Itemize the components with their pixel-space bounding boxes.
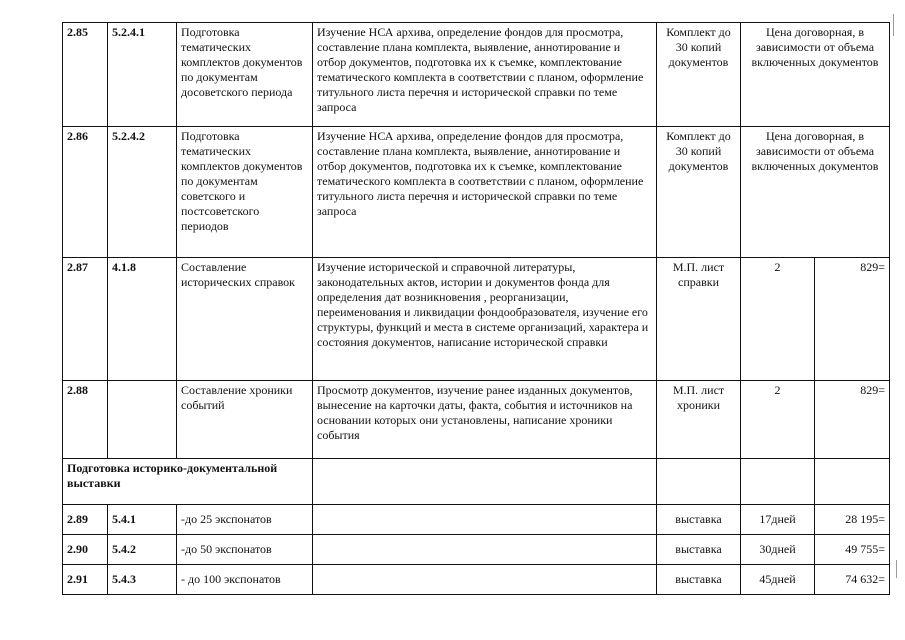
section-row [63, 459, 890, 505]
unit-of-measure: выставка [657, 565, 741, 595]
empty-cell [313, 535, 657, 565]
table-row [63, 23, 890, 127]
table-row [63, 127, 890, 258]
row-number: 2.88 [63, 381, 108, 459]
table-row [63, 381, 890, 459]
empty-cell [815, 459, 890, 505]
work-name: Составление исторических справок [177, 258, 313, 381]
work-name: Подготовка тематических комплектов документов по документам советского и постсоветского периодов [177, 127, 313, 258]
row-number: 2.89 [63, 505, 108, 535]
table-row [63, 258, 890, 381]
row-code: 5.2.4.1 [108, 23, 177, 127]
work-name: Подготовка тематических комплектов документов по документам досоветского периода [177, 23, 313, 127]
work-content: Изучение исторической и справочной литературы, законодательных актов, истории и документов фонда для определения дат возникновения , реорганизации, переименования и ликвидации фондообразователя, изучение его структуры, функций и места в системе организаций, характера и состояния документов, написание исторической справки [313, 258, 657, 381]
time-norm: 30дней [741, 535, 815, 565]
time-norm: 2 [741, 258, 815, 381]
scan-mark [893, 14, 894, 36]
empty-cell [313, 505, 657, 535]
row-code: 5.2.4.2 [108, 127, 177, 258]
empty-cell [741, 459, 815, 505]
price-note: Цена договорная, в зависимости от объема включенных документов [741, 23, 890, 127]
row-code: 5.4.1 [108, 505, 177, 535]
work-name: - до 100 экспонатов [177, 565, 313, 595]
empty-cell [313, 459, 657, 505]
work-content: Изучение НСА архива, определение фондов для просмотра, составление плана комплекта, выявление, аннотирование и отбор документов, подготовка их к съемке, комплектование тематического комплекта в соответствии с планом, оформление титульного листа перечня и исторической справки по теме запроса [313, 127, 657, 258]
table-row [63, 505, 890, 535]
row-number: 2.90 [63, 535, 108, 565]
empty-cell [657, 459, 741, 505]
time-norm: 2 [741, 381, 815, 459]
row-number: 2.86 [63, 127, 108, 258]
work-content: Изучение НСА архива, определение фондов для просмотра, составление плана комплекта, выявление, аннотирование и отбор документов, подготовка их к съемке, комплектование тематического комплекта в соответствии с планом, оформление титульного листа перечня и исторической справки по теме запроса [313, 23, 657, 127]
unit-of-measure: выставка [657, 535, 741, 565]
work-name: -до 50 экспонатов [177, 535, 313, 565]
table-row [63, 565, 890, 595]
price-value: 49 755= [815, 535, 890, 565]
unit-of-measure: М.П. лист справки [657, 258, 741, 381]
unit-of-measure: выставка [657, 505, 741, 535]
price-value: 829= [815, 258, 890, 381]
row-number: 2.85 [63, 23, 108, 127]
section-title: Подготовка историко-документальной выставки [63, 459, 313, 505]
row-code: 5.4.3 [108, 565, 177, 595]
unit-of-measure: Комплект до 30 копий документов [657, 23, 741, 127]
table-row [63, 535, 890, 565]
row-code [108, 381, 177, 459]
time-norm: 17дней [741, 505, 815, 535]
unit-of-measure: М.П. лист хроники [657, 381, 741, 459]
row-number: 2.91 [63, 565, 108, 595]
price-value: 829= [815, 381, 890, 459]
unit-of-measure: Комплект до 30 копий документов [657, 127, 741, 258]
price-value: 28 195= [815, 505, 890, 535]
row-code: 4.1.8 [108, 258, 177, 381]
work-name: -до 25 экспонатов [177, 505, 313, 535]
scan-mark [896, 560, 897, 578]
work-name: Составление хроники событий [177, 381, 313, 459]
time-norm: 45дней [741, 565, 815, 595]
row-number: 2.87 [63, 258, 108, 381]
price-value: 74 632= [815, 565, 890, 595]
row-code: 5.4.2 [108, 535, 177, 565]
price-note: Цена договорная, в зависимости от объема включенных документов [741, 127, 890, 258]
work-content: Просмотр документов, изучение ранее изданных документов, вынесение на карточки даты, факта, события и источников на основании которых они установлены, написание хроники события [313, 381, 657, 459]
price-list-table [62, 22, 890, 595]
empty-cell [313, 565, 657, 595]
